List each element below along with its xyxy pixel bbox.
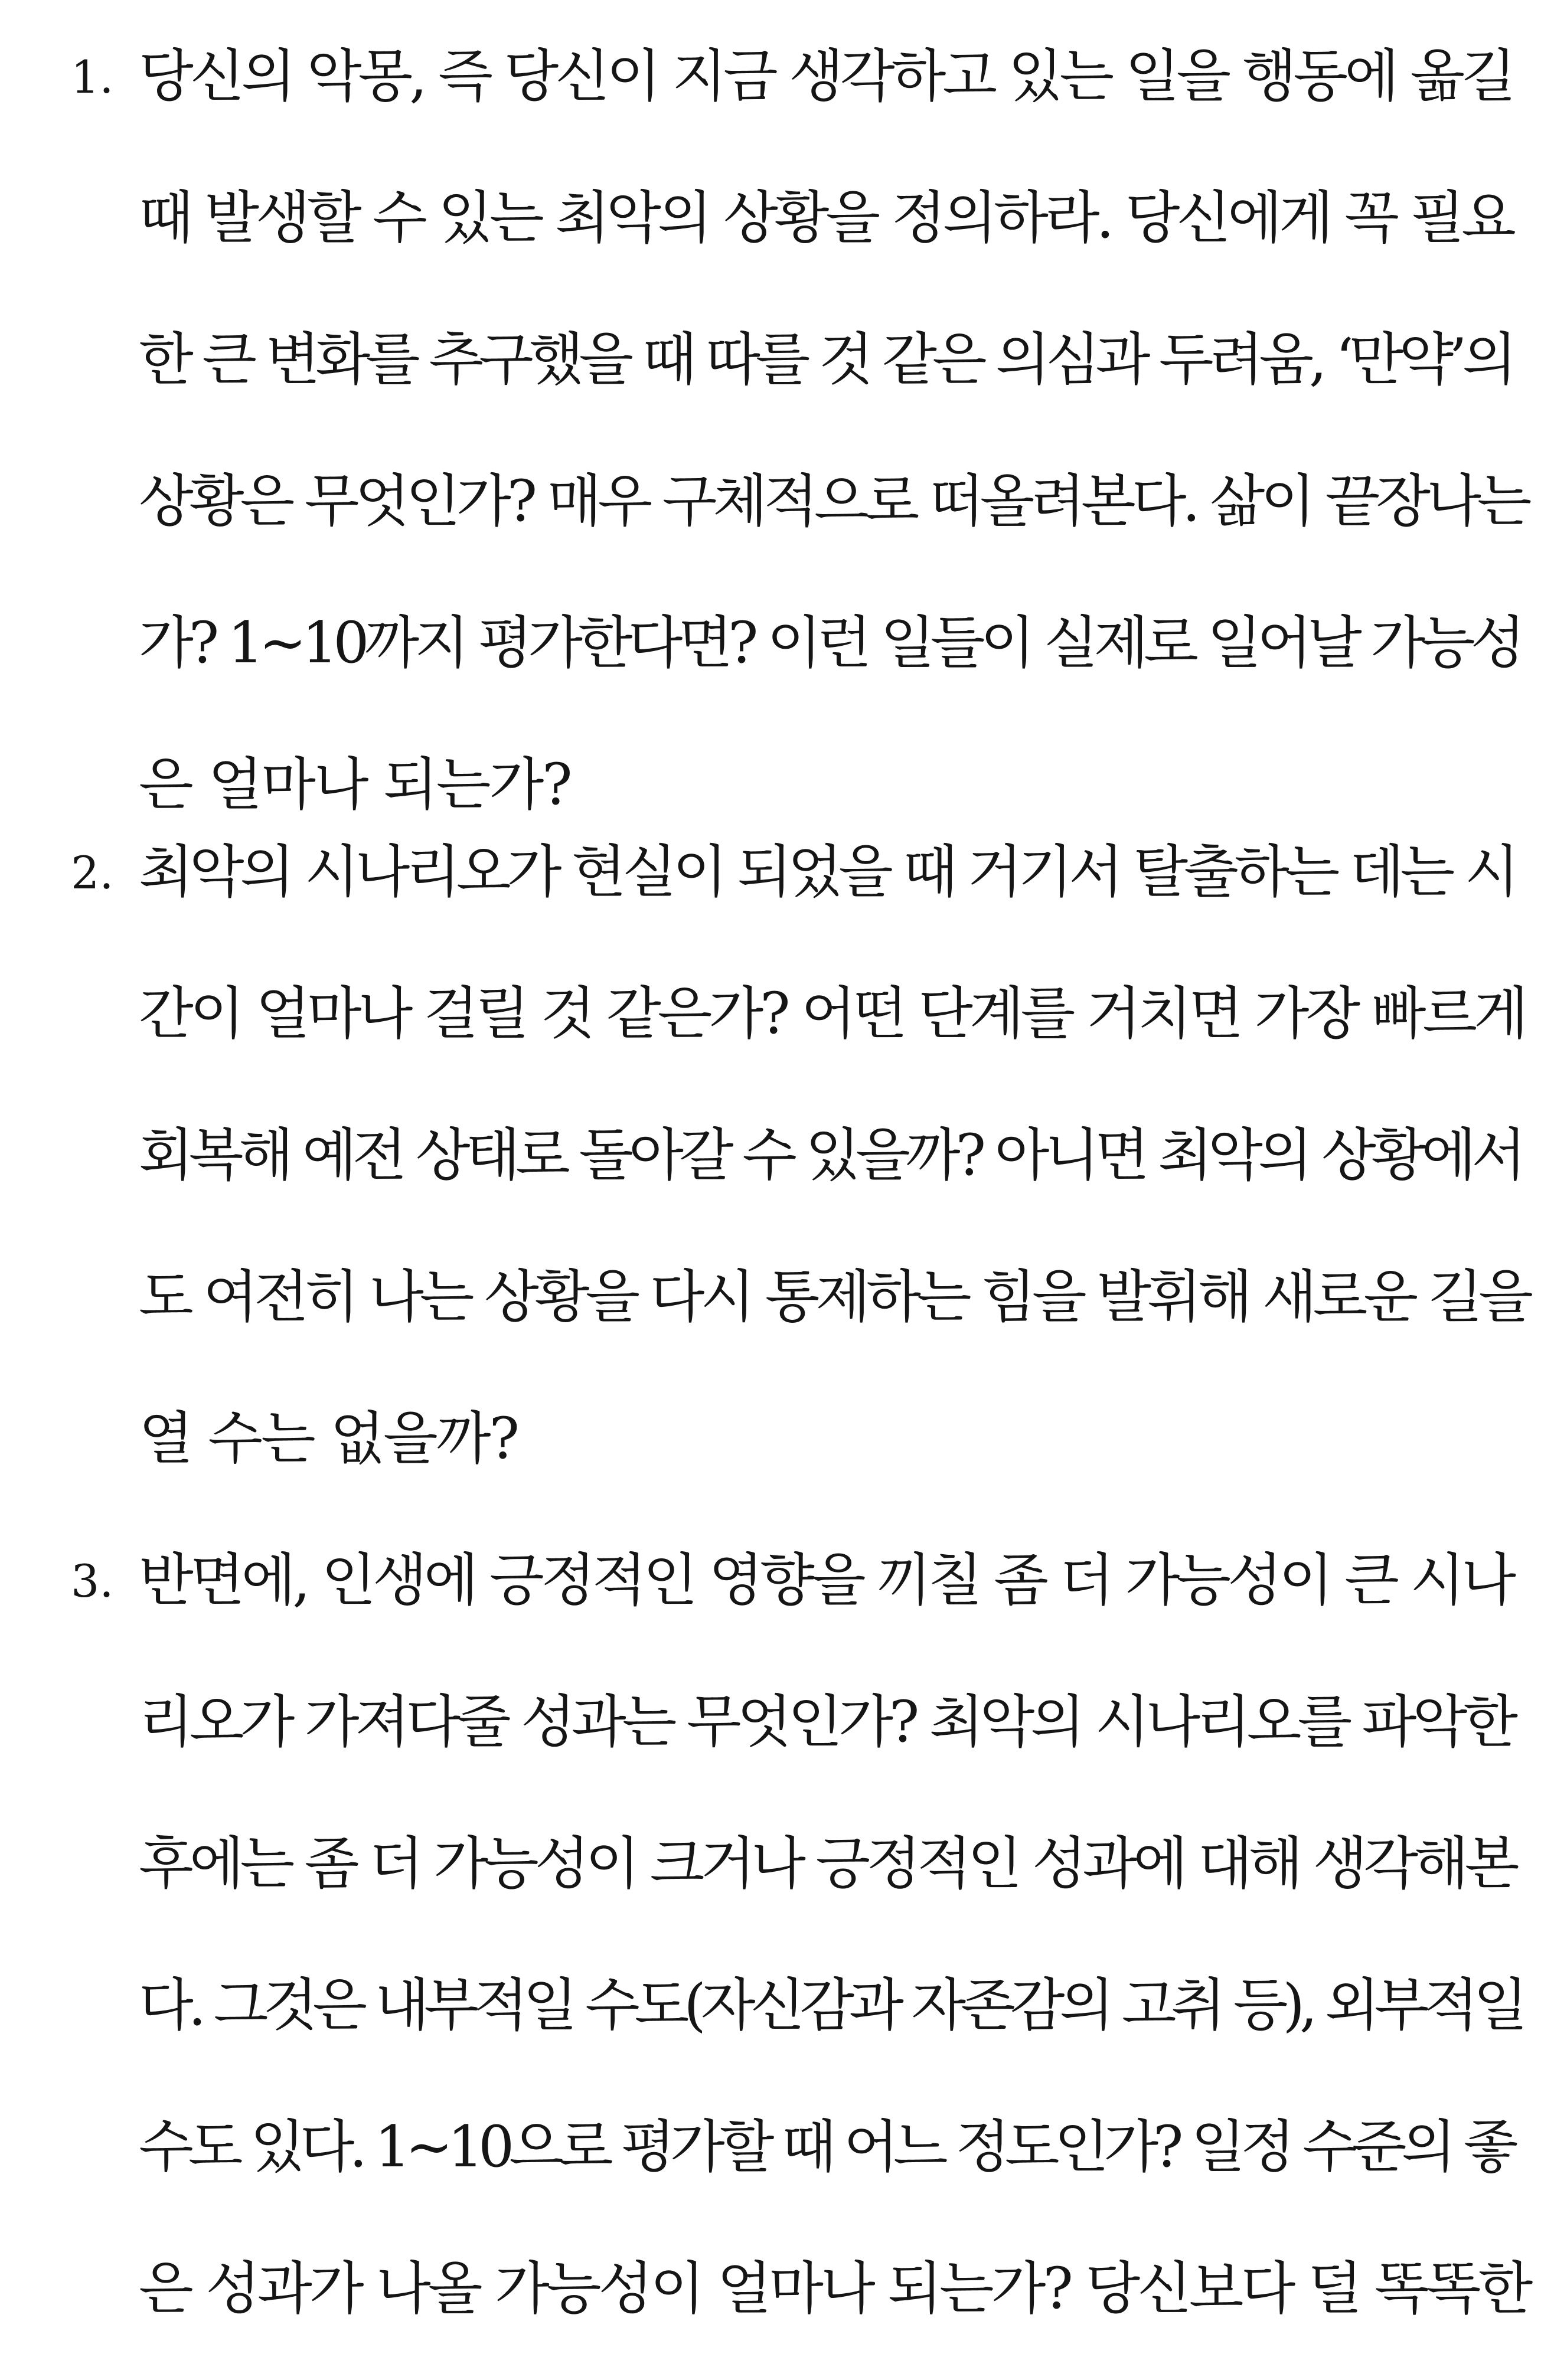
text-line: 은 성과가 나올 가능성이 얼마나 되는가? 당신보다 덜 똑똑한: [139, 2255, 1530, 2322]
item-number: 1.: [71, 51, 114, 103]
text-line: 회복해 예전 상태로 돌아갈 수 있을까? 아니면 최악의 상황에서: [139, 1122, 1522, 1188]
text-line: 상황은 무엇인가? 매우 구체적으로 떠올려본다. 삶이 끝장나는: [139, 468, 1528, 534]
text-line: 가? 1~10까지 평가한다면? 이런 일들이 실제로 일어날 가능성: [139, 610, 1521, 676]
text-line: 리오가 가져다줄 성과는 무엇인가? 최악의 시나리오를 파악한: [139, 1689, 1514, 1755]
text-line: 최악의 시나리오가 현실이 되었을 때 거기서 탈출하는 데는 시: [139, 839, 1516, 905]
item-number: 2.: [71, 846, 114, 899]
text-line: 도 여전히 나는 상황을 다시 통제하는 힘을 발휘해 새로운 길을: [139, 1264, 1530, 1330]
text-line: 당신의 악몽, 즉 당신이 지금 생각하고 있는 일을 행동에 옮길: [139, 43, 1513, 109]
item-number: 3.: [71, 1555, 114, 1607]
text-line: 반면에, 인생에 긍정적인 영향을 끼칠 좀 더 가능성이 큰 시나: [139, 1547, 1513, 1613]
text-line: 열 수는 없을까?: [139, 1405, 518, 1472]
text-line: 때 발생할 수 있는 최악의 상황을 정의하라. 당신에게 꼭 필요: [139, 185, 1513, 251]
text-line: 간이 얼마나 걸릴 것 같은가? 어떤 단계를 거치면 가장 빠르게: [139, 980, 1525, 1047]
text-line: 후에는 좀 더 가능성이 크거나 긍정적인 성과에 대해 생각해본: [139, 1830, 1516, 1897]
text-line: 한 큰 변화를 추구했을 때 따를 것 같은 의심과 두려움, ‘만약’의: [139, 326, 1513, 393]
text-line: 다. 그것은 내부적일 수도(자신감과 자존감의 고취 등), 외부적일: [139, 1972, 1523, 2038]
text-line: 은 얼마나 되는가?: [139, 751, 571, 818]
text-line: 수도 있다. 1~10으로 평가할 때 어느 정도인가? 일정 수준의 좋: [139, 2114, 1513, 2180]
